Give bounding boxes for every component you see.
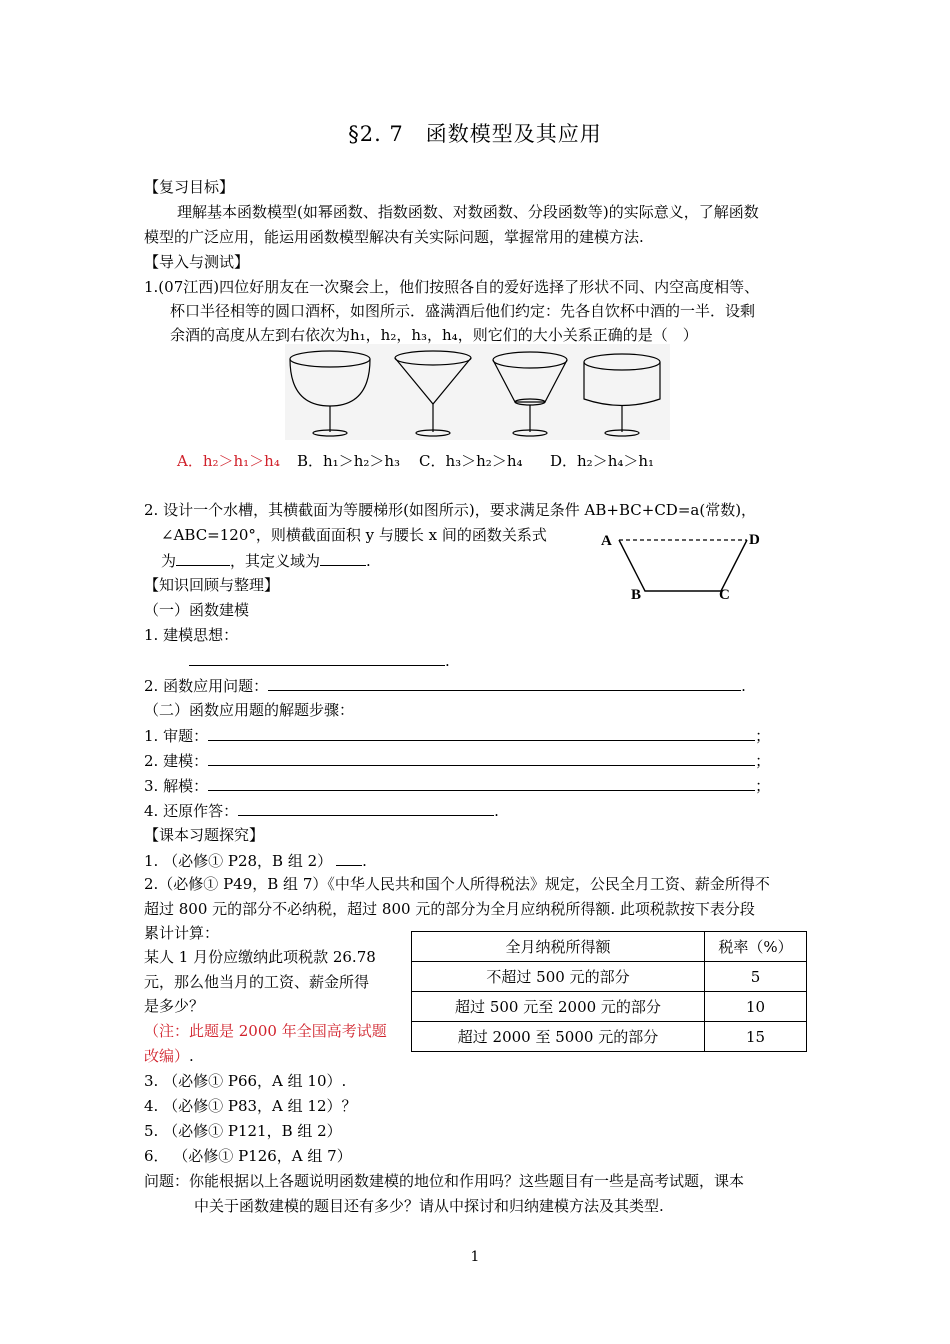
table-cell-rate: 10 <box>705 992 807 1022</box>
goal-text-line2: 模型的广泛应用，能运用函数模型解决有关实际问题，掌握常用的建模方法. <box>144 228 644 246</box>
q2-line2: ∠ABC=120°，则横截面面积 y 与腰长 x 间的函数关系式 <box>161 526 547 544</box>
q1-line2: 杯口半径相等的圆口酒杯，如图所示．盛满酒后他们约定：先各自饮杯中酒的一半．设剩 <box>170 302 756 320</box>
question-line1: 问题：你能根据以上各题说明函数建模的地位和作用吗？这些题目有一些是高考试题，课本 <box>144 1172 745 1190</box>
step3-semicolon: ； <box>755 777 771 795</box>
table-cell-income: 超过 2000 至 5000 元的部分 <box>412 1022 705 1052</box>
knowledge-item2 <box>144 675 746 696</box>
item1-period: . <box>445 652 450 670</box>
note-line2-period: . <box>189 1047 194 1065</box>
q2-line3-middle: ，其定义域为 <box>230 552 321 570</box>
step-4 <box>144 800 499 821</box>
section-knowledge: 【知识回顾与整理】 <box>144 576 280 594</box>
t1-period: . <box>362 852 367 870</box>
page-title: §2. 7 函数模型及其应用 <box>348 122 602 146</box>
t1-blank[interactable] <box>336 850 362 866</box>
textbook-t5: 5. （必修① P121，B 组 2） <box>144 1122 342 1140</box>
textbook-t2-line1: 2.（必修① P49，B 组 7）《中华人民共和国个人所得税法》规定，公民全月工资、薪金所得不 <box>144 875 770 893</box>
question-line2: 中关于函数建模的题目还有多少？请从中探讨和归纳建模方法及其类型. <box>194 1197 664 1215</box>
step-3 <box>144 775 770 796</box>
q2-line1: 2. 设计一个水槽，其横截面为等腰梯形(如图所示)，要求满足条件 AB+BC+CD=a(常数)， <box>144 501 757 519</box>
tax-rate-table <box>411 931 807 1052</box>
q1-line3: 余酒的高度从左到右依次为h₁，h₂，h₃，h₄，则它们的大小关系正确的是（ ） <box>170 326 698 344</box>
table-cell-income: 超过 500 元至 2000 元的部分 <box>412 992 705 1022</box>
section-review-goal: 【复习目标】 <box>144 178 235 196</box>
q2-answer-blank-function[interactable] <box>176 550 230 566</box>
label-a: A <box>601 533 612 549</box>
t1-text: 1. （必修① P28，B 组 2） <box>144 852 333 870</box>
label-c: C <box>719 587 730 603</box>
label-d: D <box>749 532 760 548</box>
step3-blank[interactable] <box>208 775 755 791</box>
table-header-rate: 税率（%） <box>705 932 807 962</box>
table-header-row <box>412 932 807 962</box>
table-cell-rate: 15 <box>705 1022 807 1052</box>
knowledge-part1: （一）函数建模 <box>144 601 250 619</box>
textbook-t6: 6． （必修① P126，A 组 7） <box>144 1147 352 1165</box>
note-line2 <box>144 1046 194 1066</box>
wine-glasses-figure <box>285 344 670 440</box>
q2-answer-blank-domain[interactable] <box>320 550 366 566</box>
table-row <box>412 1022 807 1052</box>
step2-semicolon: ； <box>755 752 771 770</box>
section-intro-test: 【导入与测试】 <box>144 253 250 271</box>
q1-option-b: B．h₁＞h₂＞h₃ <box>297 452 401 470</box>
step1-semicolon: ； <box>755 727 771 745</box>
textbook-t1 <box>144 850 367 871</box>
step1-blank[interactable] <box>208 725 755 741</box>
knowledge-item1-answer <box>189 650 450 671</box>
item1-blank[interactable] <box>189 650 445 666</box>
item2-period: . <box>741 677 746 695</box>
q2-line3-end: . <box>366 552 371 570</box>
textbook-t3: 3. （必修① P66，A 组 10）. <box>144 1072 347 1090</box>
q2-line3-prefix: 为 <box>161 552 177 570</box>
knowledge-part2: （二）函数应用题的解题步骤： <box>144 701 355 719</box>
section-textbook: 【课本习题探究】 <box>144 826 265 844</box>
knowledge-item1: 1. 建模思想： <box>144 626 239 644</box>
step3-label: 3. 解模： <box>144 777 209 795</box>
item2-blank[interactable] <box>268 675 741 691</box>
q1-option-c: C．h₃＞h₂＞h₄ <box>419 452 523 470</box>
label-b: B <box>631 587 642 603</box>
textbook-t2-left2: 元，那么他当月的工资、薪金所得 <box>144 973 370 991</box>
step4-blank[interactable] <box>238 800 494 816</box>
step1-label: 1. 审题： <box>144 727 209 745</box>
textbook-t2-left1: 某人 1 月份应缴纳此项税款 26.78 <box>144 948 376 966</box>
textbook-t2-line3: 累计计算： <box>144 924 220 942</box>
step-2 <box>144 750 770 771</box>
q1-line1: 1.(07江西)四位好朋友在一次聚会上，他们按照各自的爱好选择了形状不同、内空高度相等、 <box>144 278 760 296</box>
note-line2-text: 改编） <box>144 1047 190 1065</box>
step4-label: 4. 还原作答： <box>144 802 239 820</box>
step-1 <box>144 725 770 746</box>
step2-label: 2. 建模： <box>144 752 209 770</box>
trapezoid-figure <box>595 528 775 606</box>
table-cell-income: 不超过 500 元的部分 <box>412 962 705 992</box>
step2-blank[interactable] <box>208 750 755 766</box>
q2-line3 <box>161 550 371 571</box>
table-row <box>412 992 807 1022</box>
goal-text-line1: 理解基本函数模型(如幂函数、指数函数、对数函数、分段函数等)的实际意义，了解函数 <box>177 203 759 221</box>
item2-label: 2. 函数应用问题： <box>144 677 269 695</box>
q1-option-d: D．h₂＞h₄＞h₁ <box>550 452 655 470</box>
textbook-t4: 4. （必修① P83，A 组 12）？ <box>144 1097 357 1115</box>
textbook-t2-line2: 超过 800 元的部分不必纳税，超过 800 元的部分为全月应纳税所得额. 此项税款按下表分段 <box>144 900 755 918</box>
textbook-t2-left3: 是多少？ <box>144 997 205 1015</box>
page-number: 1 <box>470 1249 480 1265</box>
trapezoid-sides <box>619 540 747 591</box>
note-line1: （注：此题是 2000 年全国高考试题 <box>144 1022 387 1040</box>
step4-period: . <box>494 802 499 820</box>
q1-option-a: A．h₂＞h₁＞h₄ <box>177 452 280 470</box>
table-header-income: 全月纳税所得额 <box>412 932 705 962</box>
table-row <box>412 962 807 992</box>
table-cell-rate: 5 <box>705 962 807 992</box>
